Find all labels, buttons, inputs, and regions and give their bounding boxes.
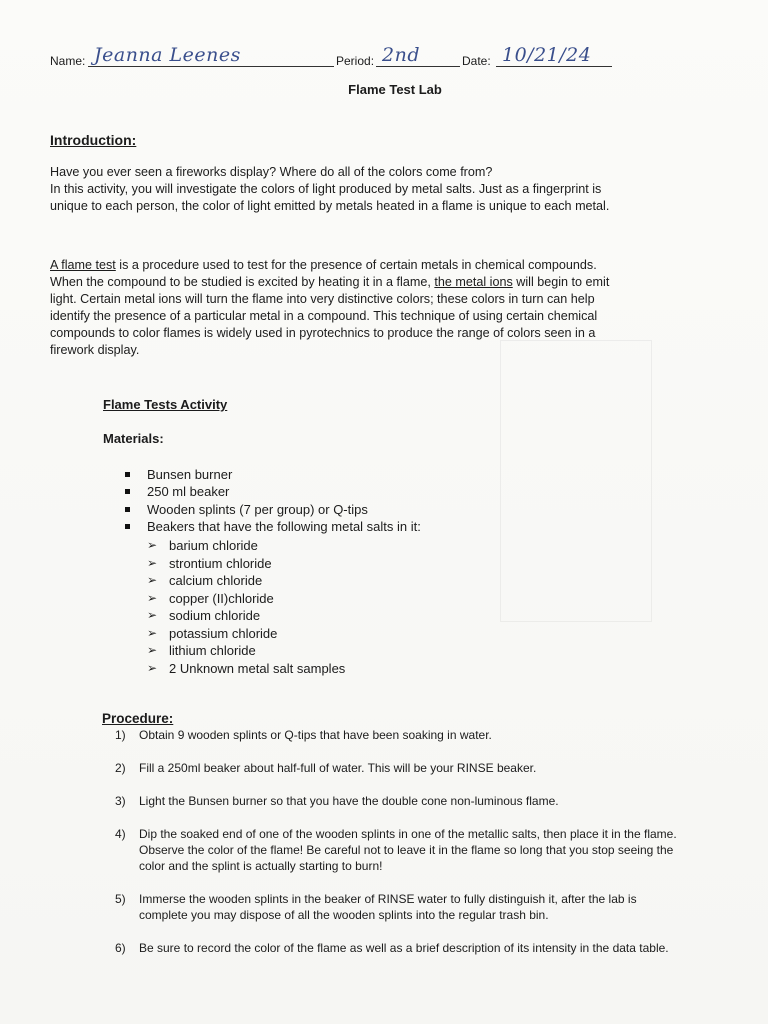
arrow-bullet-icon: ➢ (147, 660, 158, 675)
intro-paragraph-1 (50, 164, 710, 215)
material-text: 250 ml beaker (147, 484, 230, 500)
bullet-square-icon (125, 489, 130, 494)
list-item (125, 518, 421, 535)
step-line: complete you may dispose of all the wooden splints into the regular trash bin. (139, 908, 549, 922)
activity-heading: Flame Tests Activity (103, 397, 228, 412)
materials-list (125, 466, 421, 536)
intro-line (50, 274, 710, 291)
procedure-step (115, 727, 737, 743)
list-item (147, 590, 345, 608)
list-item (125, 483, 421, 500)
step-number: 3) (115, 794, 126, 808)
step-number: 1) (115, 728, 126, 742)
list-item (125, 501, 421, 518)
intro-line: identify the presence of a particular metal in a compound. This technique of using certain chemical (50, 309, 598, 323)
flame-test-term: A flame test (50, 258, 116, 272)
metal-ions-term: the metal ions (434, 275, 513, 289)
arrow-bullet-icon: ➢ (147, 625, 158, 640)
step-line: Immerse the wooden splints in the beaker of RINSE water to fully distinguish it, after the lab is (139, 892, 637, 906)
bullet-square-icon (125, 472, 130, 477)
arrow-bullet-icon: ➢ (147, 608, 158, 622)
list-item (125, 466, 421, 483)
step-line: Be sure to record the color of the flame as well as a brief description of its intensity in the data table. (139, 941, 669, 955)
procedure-steps (115, 727, 737, 973)
list-item (147, 625, 345, 643)
procedure-step (115, 940, 737, 956)
arrow-bullet-icon: ➢ (147, 573, 158, 587)
name-label: Name: (50, 54, 86, 68)
step-line: Obtain 9 wooden splints or Q-tips that have been soaking in water. (139, 728, 492, 742)
intro-line-text: is a procedure used to test for the presence of certain metals in chemical compounds. (115, 258, 597, 272)
salt-text: potassium chloride (169, 625, 278, 641)
intro-line-text: will begin to emit (512, 275, 610, 289)
step-line: Fill a 250ml beaker about half-full of water. This will be your RINSE beaker. (139, 761, 537, 775)
intro-line: Have you ever seen a fireworks display? Where do all of the colors come from? (50, 165, 493, 179)
material-text: Beakers that have the following metal salts in it: (147, 519, 421, 535)
period-label: Period: (336, 54, 375, 68)
metal-salts-list (147, 537, 345, 677)
step-line: Light the Bunsen burner so that you have the double cone non-luminous flame. (139, 794, 559, 808)
intro-line: compounds to color flames is widely used in pyrotechnics to produce the range of colors seen in a (50, 326, 596, 340)
list-item (147, 537, 345, 555)
list-item (147, 642, 345, 660)
name-handwriting: Jeanna Leenes (94, 44, 241, 66)
step-number: 5) (115, 892, 126, 906)
period-line (376, 66, 460, 67)
bullet-square-icon (125, 524, 130, 529)
list-item (147, 572, 345, 590)
intro-line: In this activity, you will investigate the colors of light produced by metal salts. Just as a fingerprint is (50, 182, 602, 196)
step-line: color and the splint is actually starting to burn! (139, 859, 383, 873)
arrow-bullet-icon: ➢ (147, 643, 158, 657)
arrow-bullet-icon: ➢ (147, 538, 158, 552)
salt-text: strontium chloride (169, 555, 272, 571)
salt-text: barium chloride (169, 538, 258, 553)
list-item (147, 555, 345, 573)
procedure-step (115, 826, 737, 874)
intro-line: unique to each person, the color of light emitted by metals heated in a flame is unique to each metal. (50, 199, 610, 213)
procedure-step (115, 760, 737, 776)
arrow-bullet-icon: ➢ (147, 590, 158, 605)
step-line: Dip the soaked end of one of the wooden splints in one of the metallic salts, then place it in the flame. (139, 827, 677, 841)
procedure-step (115, 891, 737, 923)
salt-text: 2 Unknown metal salt samples (169, 660, 346, 676)
introduction-heading: Introduction: (50, 132, 137, 148)
salt-text: lithium chloride (169, 643, 256, 658)
date-handwriting: 10/21/24 (502, 44, 592, 66)
name-line (88, 66, 334, 67)
material-text: Wooden splints (7 per group) or Q-tips (147, 501, 368, 517)
page-title: Flame Test Lab (348, 82, 442, 97)
bullet-square-icon (125, 507, 130, 512)
salt-text: sodium chloride (169, 608, 261, 623)
salt-text: calcium chloride (169, 573, 263, 588)
procedure-heading: Procedure: (102, 711, 174, 726)
date-line (496, 66, 612, 67)
date-label: Date: (462, 54, 491, 68)
intro-line (50, 257, 710, 274)
arrow-bullet-icon: ➢ (147, 555, 158, 570)
intro-line: light. Certain metal ions will turn the flame into very distinctive colors; these colors in turn can help (50, 292, 595, 306)
list-item (147, 660, 345, 678)
bleed-through-table (500, 340, 652, 622)
step-number: 4) (115, 827, 126, 841)
material-text: Bunsen burner (147, 467, 233, 482)
step-line: Observe the color of the flame! Be careful not to leave it in the flame so long that you stop seeing the (139, 843, 674, 857)
intro-line: firework display. (50, 343, 140, 357)
intro-line-text: When the compound to be studied is excited by heating it in a flame, (50, 275, 435, 289)
procedure-step (115, 793, 737, 809)
period-handwriting: 2nd (382, 44, 420, 66)
list-item (147, 607, 345, 625)
step-number: 6) (115, 941, 126, 955)
step-number: 2) (115, 761, 126, 775)
materials-heading: Materials: (103, 431, 164, 446)
salt-text: copper (II)chloride (169, 590, 274, 606)
student-header (50, 44, 630, 70)
intro-paragraph-2 (50, 257, 710, 359)
